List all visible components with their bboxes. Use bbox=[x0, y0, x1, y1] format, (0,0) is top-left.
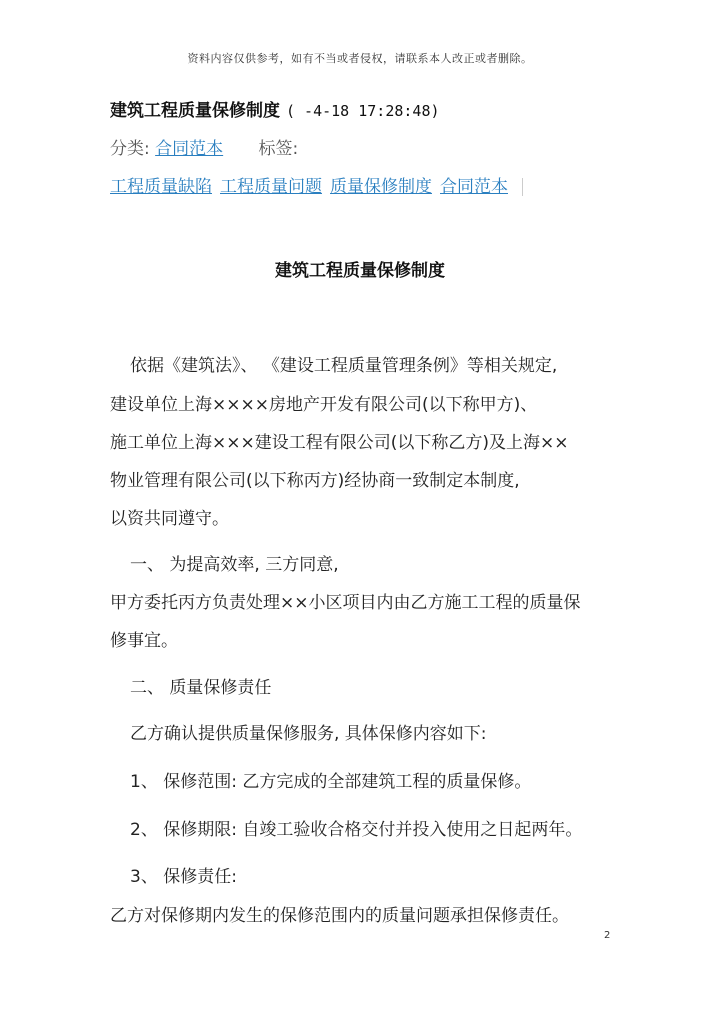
paragraph-line: 施工单位上海×××建设工程有限公司(以下称乙方)及上海×× bbox=[110, 433, 569, 453]
tag-link-quality-defect[interactable]: 工程质量缺陷 bbox=[110, 177, 212, 197]
paragraph-line: 一、 为提高效率, 三方同意, bbox=[130, 555, 339, 575]
list-item: 3、 保修责任: bbox=[130, 867, 237, 887]
section-heading: 建筑工程质量保修制度 bbox=[275, 261, 445, 281]
paragraph-line: 乙方对保修期内发生的保修范围内的质量问题承担保修责任。 bbox=[110, 906, 569, 926]
paragraph-line: 甲方委托丙方负责处理××小区项目内由乙方施工工程的质量保 bbox=[110, 593, 581, 613]
page-number: 2 bbox=[604, 930, 611, 941]
tag-link-warranty-system[interactable]: 质量保修制度 bbox=[330, 177, 432, 197]
tags-row bbox=[110, 172, 523, 197]
list-item: 1、 保修范围: 乙方完成的全部建筑工程的质量保修。 bbox=[130, 772, 532, 792]
category-label: 分类: bbox=[110, 139, 150, 159]
tag-link-quality-issue[interactable]: 工程质量问题 bbox=[220, 177, 322, 197]
tag-link-contract-template[interactable]: 合同范本 bbox=[440, 177, 508, 197]
divider bbox=[522, 178, 523, 196]
paragraph-line: 乙方确认提供质量保修服务, 具体保修内容如下: bbox=[130, 724, 487, 744]
disclaimer-note: 资料内容仅供参考，如有不当或者侵权，请联系本人改正或者删除。 bbox=[187, 52, 533, 65]
paragraph-line: 物业管理有限公司(以下称丙方)经协商一致制定本制度, bbox=[110, 471, 520, 491]
section-subheading: 二、 质量保修责任 bbox=[130, 678, 272, 698]
tags-label: 标签: bbox=[258, 139, 299, 159]
title-timestamp: ( -4-18 17:28:48) bbox=[286, 102, 440, 120]
paragraph-line: 修事宜。 bbox=[110, 631, 178, 651]
document-title bbox=[110, 96, 440, 121]
title-text: 建筑工程质量保修制度 bbox=[110, 101, 280, 121]
paragraph-line: 建设单位上海××××房地产开发有限公司(以下称甲方)、 bbox=[110, 395, 538, 415]
paragraph-line: 依据《建筑法》、 《建设工程质量管理条例》等相关规定, bbox=[130, 356, 558, 376]
list-item: 2、 保修期限: 自竣工验收合格交付并投入使用之日起两年。 bbox=[130, 820, 583, 840]
category-link[interactable]: 合同范本 bbox=[155, 139, 224, 159]
paragraph-line: 以资共同遵守。 bbox=[110, 509, 229, 529]
category-row bbox=[110, 134, 298, 159]
